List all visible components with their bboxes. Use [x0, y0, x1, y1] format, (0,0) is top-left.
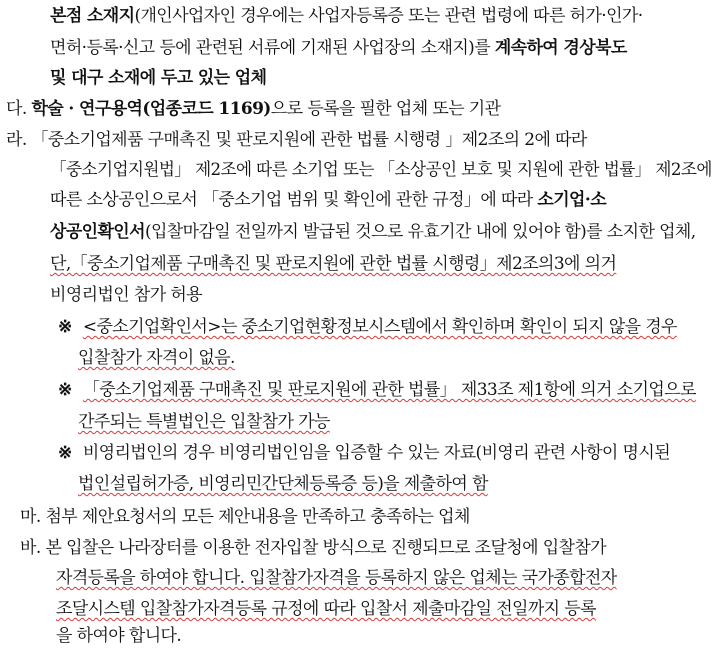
bold-phrase: 상공인확인서: [50, 222, 145, 242]
text-span: 을 하여야 합니다.: [56, 626, 182, 646]
text-line: [50, 188, 606, 212]
text-line: [50, 36, 627, 60]
list-item-ma: [20, 505, 470, 529]
list-marker: 라.: [6, 130, 27, 150]
text-span: 으로 등록을 필한 업체 또는 기관: [270, 99, 501, 119]
text-span: <중소기업확인서>는 중소기업현황정보시스템에서 확인하며 확인이 되지 않을 경우: [82, 317, 677, 337]
text-line: [50, 158, 712, 182]
reference-mark-icon: ※: [58, 380, 72, 400]
reference-mark-icon: ※: [58, 443, 72, 463]
text-span: 자격등록을 하여야 합니다. 입찰참가자격을 등록하지 않은 업체는 국가종합전자: [56, 568, 617, 588]
text-span: 따른 소상공인으로서 「중소기업 범위 및 확인에 관한 규정」에 따라: [50, 190, 538, 210]
text-line: [50, 252, 616, 276]
bold-phrase: 소기업·소: [537, 190, 607, 210]
note-item: [58, 315, 677, 339]
note-item: [58, 441, 670, 465]
bold-phrase: 및 대구 소재에 두고 있는 업체: [50, 68, 267, 88]
text-line: [56, 624, 181, 648]
bold-phrase: 계속하여 경상북도: [494, 38, 627, 58]
text-span: (개인사업자인 경우에는 사업자등록증 또는 관련 법령에 따른 허가·인가·: [134, 6, 643, 26]
text-span: 본 입찰은 나라장터를 이용한 전자입찰 방식으로 진행되므로 조달청에 입찰참가: [45, 538, 607, 558]
list-item-ba: [20, 536, 606, 560]
bold-phrase: 본점 소재지: [50, 6, 135, 26]
list-marker: 바.: [20, 538, 41, 558]
text-line: [78, 346, 235, 370]
text-line: [50, 4, 643, 28]
text-span: (입찰마감일 전일까지 발급된 것으로 유효기간 내에 있어야 함)를 소지한 업체,: [144, 222, 696, 242]
text-line: [56, 597, 596, 621]
text-span: 첨부 제안요청서의 모든 제안내용을 만족하고 충족하는 업체: [45, 507, 470, 527]
reference-mark-icon: ※: [58, 317, 72, 337]
list-marker: 마.: [20, 507, 41, 527]
text-span: 「중소기업제품 구매촉진 및 판로지원에 관한 법률」 제33조 제1항에 의거 소기업으로: [82, 380, 696, 400]
text-span: 법인설립허가증, 비영리민간단체등록증 등)을 제출하여 함: [78, 474, 488, 494]
bold-phrase: 학술 · 연구용역(업종코드 1169): [31, 99, 271, 119]
list-item-da: [6, 97, 500, 121]
text-span: 조달시스템 입찰참가자격등록 규정에 따라 입찰서 제출마감일 전일까지 등록: [56, 599, 596, 619]
text-span: 비영리법인의 경우 비영리법인임을 입증할 수 있는 자료(비영리 관련 사항이 명시된: [82, 443, 671, 463]
text-span: 「중소기업제품 구매촉진 및 판로지원에 관한 법률 시행령 」제2조의 2에 따라: [31, 130, 587, 150]
text-line: [50, 220, 696, 244]
text-span: 간주되는 특별법인은 입찰참가 가능: [78, 412, 330, 432]
text-span: 입찰참가 자격이 없음.: [78, 348, 235, 368]
note-item: [58, 378, 696, 402]
text-line: [78, 472, 488, 496]
list-marker: 다.: [6, 99, 27, 119]
list-item-ra: [6, 128, 587, 152]
text-line: [50, 66, 266, 90]
text-span: 비영리법인 참가 허용: [50, 285, 203, 305]
text-span: 단,「중소기업제품 구매촉진 및 판로지원에 관한 법률 시행령」제2조의3에 의거: [50, 254, 617, 274]
text-line: [78, 410, 330, 434]
text-span: 「중소기업지원법」 제2조에 따른 소기업 또는 「소상공인 보호 및 지원에 관한 법률」 제2조에: [50, 160, 712, 180]
text-line: [56, 566, 617, 590]
text-span: 면허·등록·신고 등에 관련된 서류에 기재된 사업장의 소재지)를: [50, 38, 495, 58]
text-line: [50, 283, 202, 307]
